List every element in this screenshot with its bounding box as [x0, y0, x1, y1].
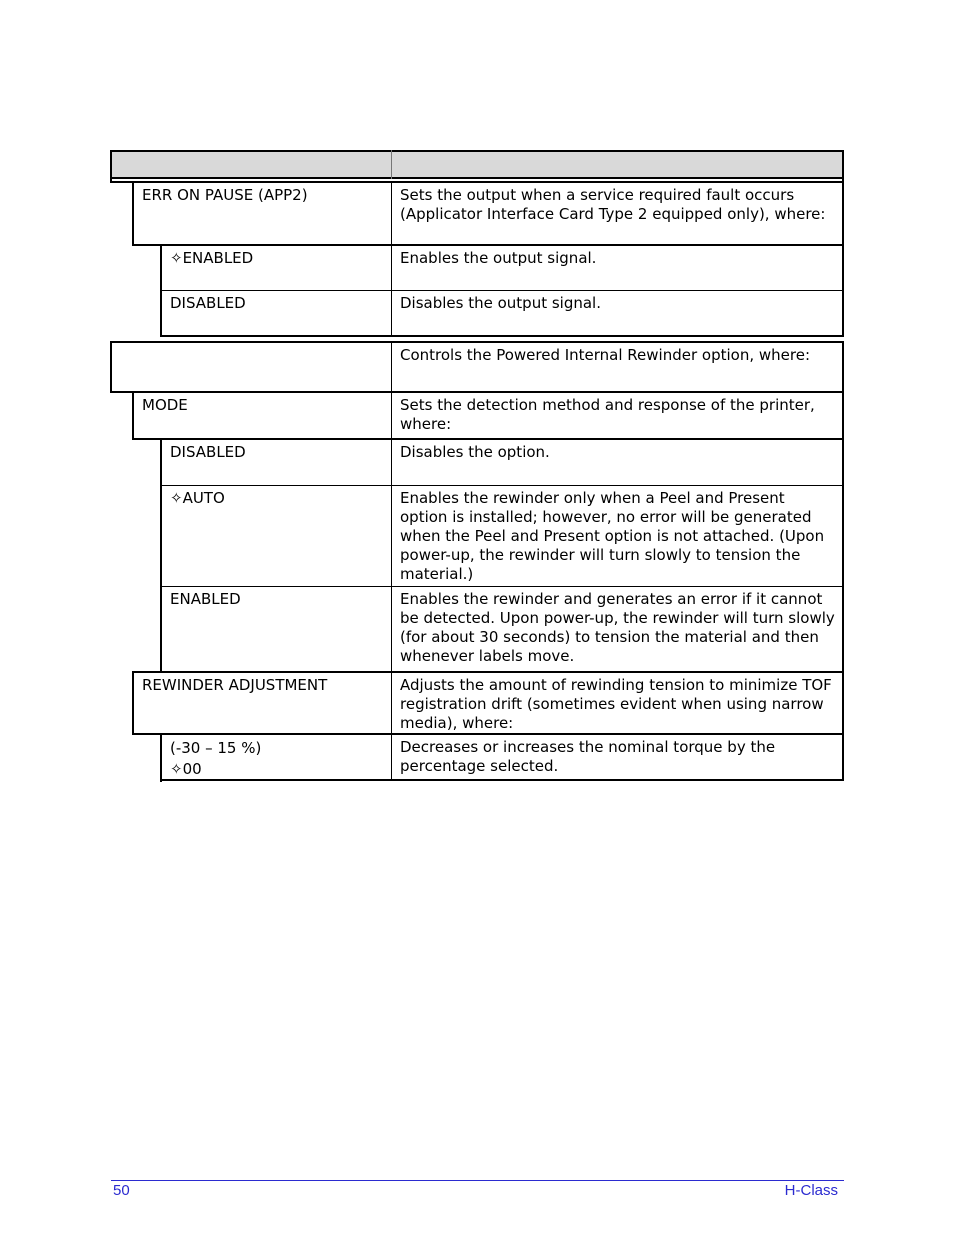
row-disabled-label: DISABLED	[170, 294, 246, 312]
page-number: 50	[113, 1182, 130, 1199]
row-disabled-desc: Disables the output signal.	[400, 294, 601, 312]
row-mode-label: MODE	[142, 396, 188, 414]
row-mode-disabled-desc: Disables the option.	[400, 443, 550, 461]
row-rewinder-label	[110, 343, 392, 392]
header-col1	[110, 150, 392, 179]
row-err-on-pause-desc: Sets the output when a service required fault occurs (Applicator Interface Card Type 2 equipped only), where:	[400, 186, 826, 223]
default-value: ✧00	[170, 760, 202, 778]
row-mode-enabled-label: ENABLED	[170, 590, 241, 608]
row-adjust-range-desc: Decreases or increases the nominal torque by the percentage selected.	[400, 738, 776, 775]
row-auto-desc: Enables the rewinder only when a Peel and Present option is installed; however, no error will be generated when the Peel and Present option is not attached. (Upon power-up, the rewinder will turn slowly to tension the material.)	[400, 489, 825, 583]
row-rewinder-desc: Controls the Powered Internal Rewinder option, where:	[400, 346, 811, 364]
row-adjust-range-label	[162, 735, 392, 781]
range-text: (-30 – 15 %)	[170, 739, 262, 757]
row-rewinder-adjustment-desc: Adjusts the amount of rewinding tension to minimize TOF registration drift (sometimes evident when using narrow media), where:	[400, 676, 832, 732]
row-enabled-desc: Enables the output signal.	[400, 249, 597, 267]
footer-product: H-Class	[784, 1182, 838, 1199]
row-auto-label: ✧AUTO	[170, 489, 225, 507]
row-mode-desc: Sets the detection method and response of the printer, where:	[400, 396, 815, 433]
row-mode-enabled-desc: Enables the rewinder and generates an error if it cannot be detected. Upon power-up, the rewinder will turn slowly (for about 30 seconds) to tension the material and then whenever labels move.	[400, 590, 835, 665]
row-enabled-label: ✧ENABLED	[170, 249, 254, 267]
row-err-on-pause-label: ERR ON PAUSE (APP2)	[142, 186, 308, 204]
header-col2	[392, 150, 844, 179]
row-rewinder-adjustment-label: REWINDER ADJUSTMENT	[142, 676, 328, 694]
footer-rule	[111, 1180, 844, 1181]
row-mode-disabled-label: DISABLED	[170, 443, 246, 461]
